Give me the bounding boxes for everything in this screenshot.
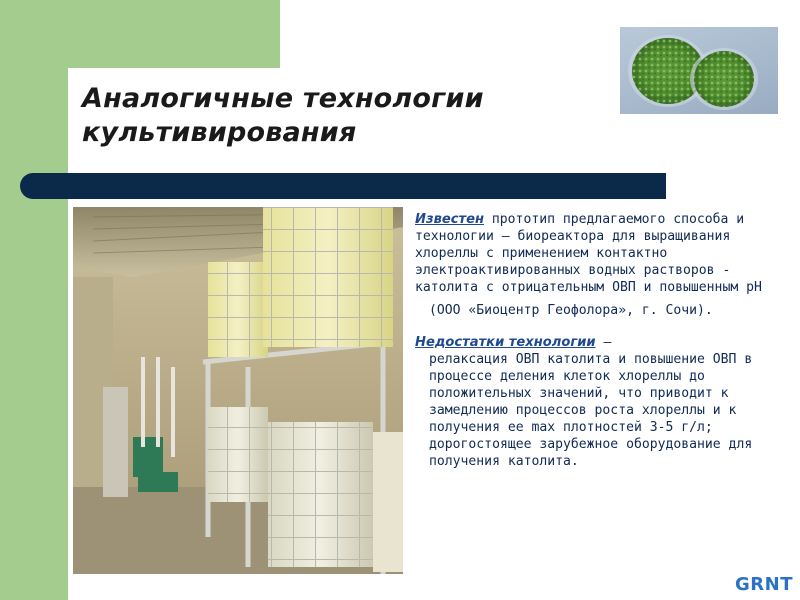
drawbacks-text: релаксация ОВП католита и повышение ОВП в процессе деления клеток хлореллы до положительных значений, что приводит к замедлению процессов роста хлореллы и к получения ее max плотностей 3-5 г/л; дорогостоящее зарубежное оборудование для получения католита. <box>429 352 753 469</box>
brand-logo-text: GRNT <box>735 574 793 595</box>
prototype-source-note: (ООО «Биоцентр Геофолора», г. Сочи). <box>429 303 713 318</box>
prototype-heading: Известен <box>415 212 485 227</box>
description-text <box>415 211 785 470</box>
prototype-text: прототип предлагаемого способа и технологии – биореактора для выращивания хлореллы с применением контактно электроактивированных водных растворов - католита с отрицательным ОВП и повышенным рН <box>415 212 762 295</box>
drawbacks-heading: Недостатки технологии <box>415 335 596 350</box>
drawbacks-dash: – <box>603 335 612 350</box>
bioreactor-tanks-image <box>73 207 403 574</box>
bioreactor-photo <box>73 207 403 574</box>
paragraph-drawbacks <box>415 334 785 470</box>
left-accent-band <box>0 0 68 600</box>
paragraph-prototype <box>415 211 785 319</box>
chlorella-micrograph <box>620 27 778 114</box>
chlorella-cells-image <box>620 27 778 114</box>
top-accent-band <box>68 0 280 68</box>
slide-title: Аналогичные технологии культивирования <box>82 83 484 148</box>
title-underline-bar <box>20 173 666 199</box>
